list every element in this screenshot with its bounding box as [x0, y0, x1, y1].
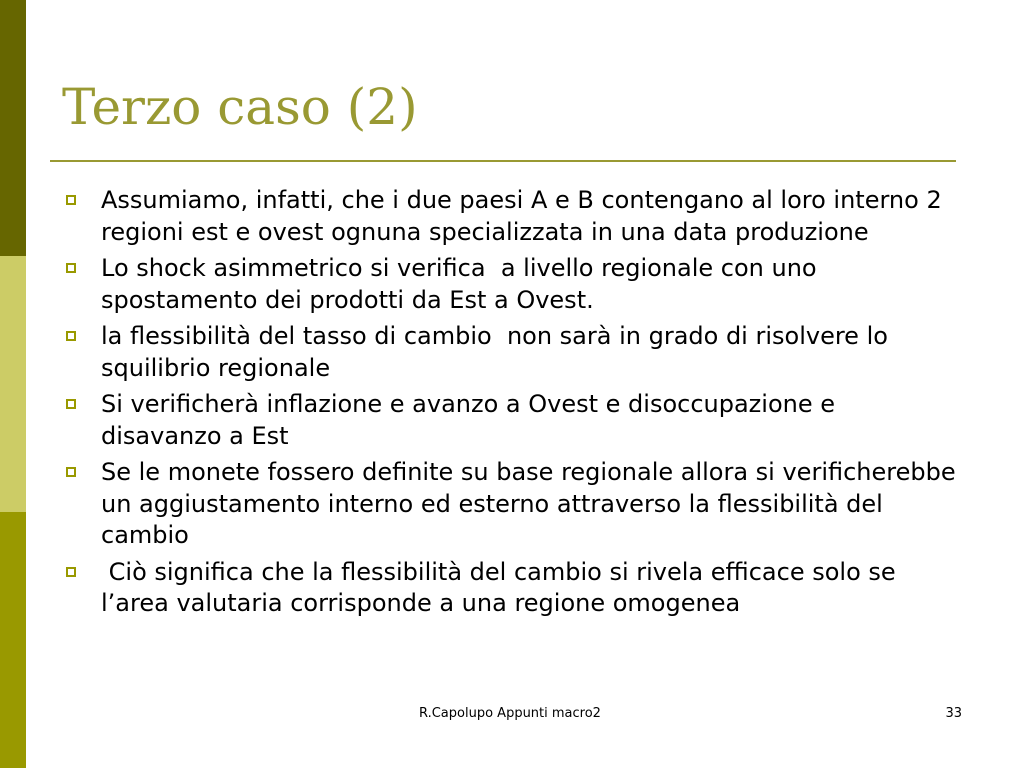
hollow-square-bullet-icon: [66, 399, 76, 409]
bullet-text: Assumiamo, infatti, che i due paesi A e B contengano al loro interno 2 regioni est e ovest ognuna specializzata in una data produzione: [101, 186, 950, 246]
left-bar-bottom-segment: [0, 512, 26, 768]
slide-footer: R.Capolupo Appunti macro2: [419, 706, 601, 721]
hollow-square-bullet-icon: [66, 263, 76, 273]
bullet-text: Se le monete fossero definite su base regionale allora si verificherebbe un aggiustamento interno ed esterno attraverso la flessibilità del cambio: [101, 458, 964, 549]
bullet-text: Lo shock asimmetrico si verifica a livello regionale con uno spostamento dei prodotti da Est a Ovest.: [101, 254, 825, 314]
bullet-item: [62, 457, 962, 552]
hollow-square-bullet-icon: [66, 195, 76, 205]
hollow-square-bullet-icon: [66, 331, 76, 341]
hollow-square-bullet-icon: [66, 567, 76, 577]
left-bar-middle-segment: [0, 256, 26, 512]
page-number: 33: [945, 706, 962, 721]
bullet-item: [62, 557, 962, 620]
bullet-item: [62, 389, 962, 452]
bullet-item: [62, 185, 962, 248]
title-divider: [50, 160, 956, 162]
bullet-text: la flessibilità del tasso di cambio non sarà in grado di risolvere lo squilibrio regionale: [101, 322, 896, 382]
bullet-list: [62, 185, 962, 625]
bullet-item: [62, 253, 962, 316]
slide-title: Terzo caso (2): [62, 78, 418, 136]
hollow-square-bullet-icon: [66, 467, 76, 477]
bullet-text: Ciò significa che la flessibilità del cambio si rivela efficace solo se l’area valutaria corrisponde a una regione omogenea: [101, 557, 904, 617]
left-bar-top-segment: [0, 0, 26, 256]
bullet-item: [62, 321, 962, 384]
bullet-text: Si verificherà inflazione e avanzo a Ovest e disoccupazione e disavanzo a Est: [101, 390, 843, 450]
